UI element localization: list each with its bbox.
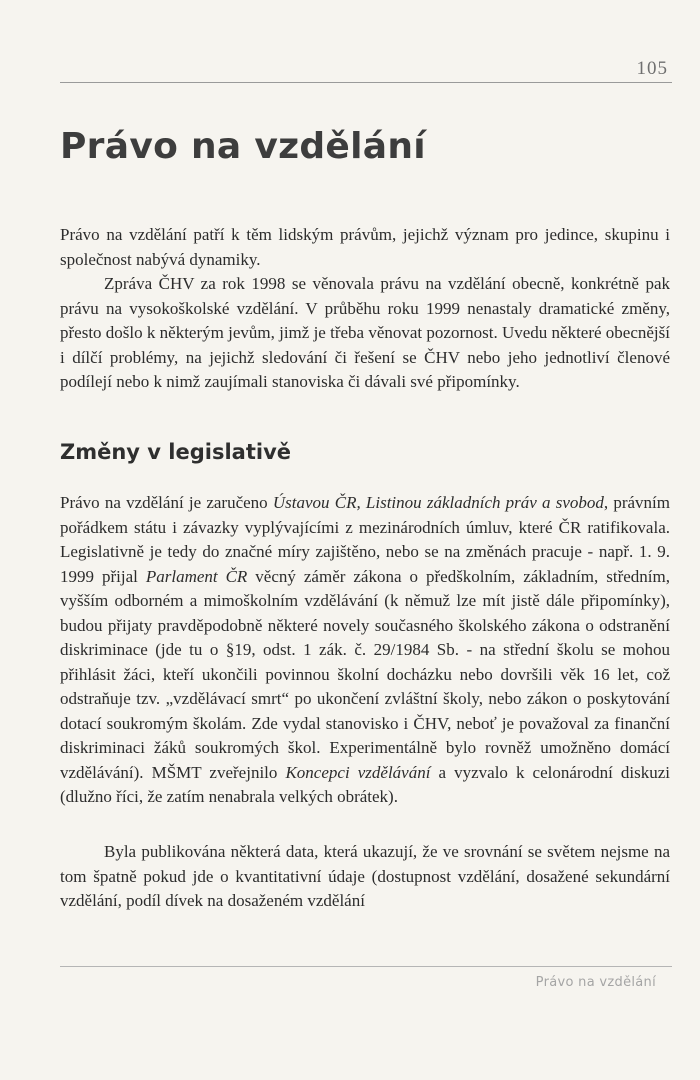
text-run: a vyzvalo k celonárodní diskuzi (dlužno říci, že zatím nenabrala velkých obrátek). <box>60 762 670 806</box>
header-rule <box>60 82 672 83</box>
italic-reference: Ústavou ČR, Listinou základních práv a svobod <box>272 493 604 512</box>
chapter-title: Právo na vzdělání <box>60 126 426 167</box>
legislation-paragraph <box>60 491 670 810</box>
italic-reference: Parlament ČR <box>145 566 248 586</box>
footer-rule <box>60 966 672 967</box>
text-run: věcný záměr zákona o předškolním, základním, středním, vyšším odborném a mimoškolním vzdělávání (k němuž lze mít jistě dále připomínky), budou přijaty pravděpodobně některé novely současného školského zákona o odstranění diskriminace (jde tu o §19, odst. 1 zák. č. 29/1984 Sb. - na střední školu se mohou přihlásit žáci, kteří ukončili povinnou školní docházku nebo dovršili věk 16 let, což odstraňuje tzv. „vzdělávací smrt“ po ukončení zvláštní školy, nebo zákon o poskytování dotací soukromým školám. Zde vydal stanovisko i ČHV, neboť je považoval za finanční diskriminaci žáků soukromých škol. Experimentálně bylo rovněž umožněno domácí vzdělávání). MŠMT zveřejnilo <box>60 566 670 782</box>
running-footer-title: Právo na vzdělání <box>535 975 656 990</box>
intro-paragraph: Právo na vzdělání patří k těm lidským právům, jejichž význam pro jedince, skupinu i společnost nabývá dynamiky. <box>60 225 670 269</box>
italic-reference: Koncepci vzdělávání <box>285 762 431 782</box>
section-title: Změny v legislativě <box>60 440 292 464</box>
text-run: , právním pořádkem státu i závazky vyplývajícími z mezinárodních úmluv, které ČR ratifikovala. Legislativně je tedy do značné míry zajištěno, nebo se na změnách pracuje - např. 1. 9. 1999 přijal <box>60 493 670 586</box>
text-run: Právo na vzdělání je zaručeno <box>60 493 273 512</box>
page-number: 105 <box>636 58 668 79</box>
report-paragraph: Zpráva ČHV za rok 1998 se věnovala právu na vzdělání obecně, konkrétně pak právu na vysokoškolské vzdělání. V průběhu roku 1999 nenastaly dramatické změny, přesto došlo k některým jevům, jimž je třeba věnovat pozornost. Uvedu některé obecnější i dílčí problémy, na jejichž sledování či řešení se ČHV nebo jeho jednotliví členové podílejí nebo k nimž zaujímali stanoviska či dávali své připomínky. <box>60 274 670 391</box>
data-paragraph: Byla publikována některá data, která ukazují, že ve srovnání se světem nejsme na tom špatně pokud jde o kvantitativní údaje (dostupnost vzdělání, dosažené sekundární vzdělání, podíl dívek na dosaženém vzdělání <box>60 842 670 910</box>
